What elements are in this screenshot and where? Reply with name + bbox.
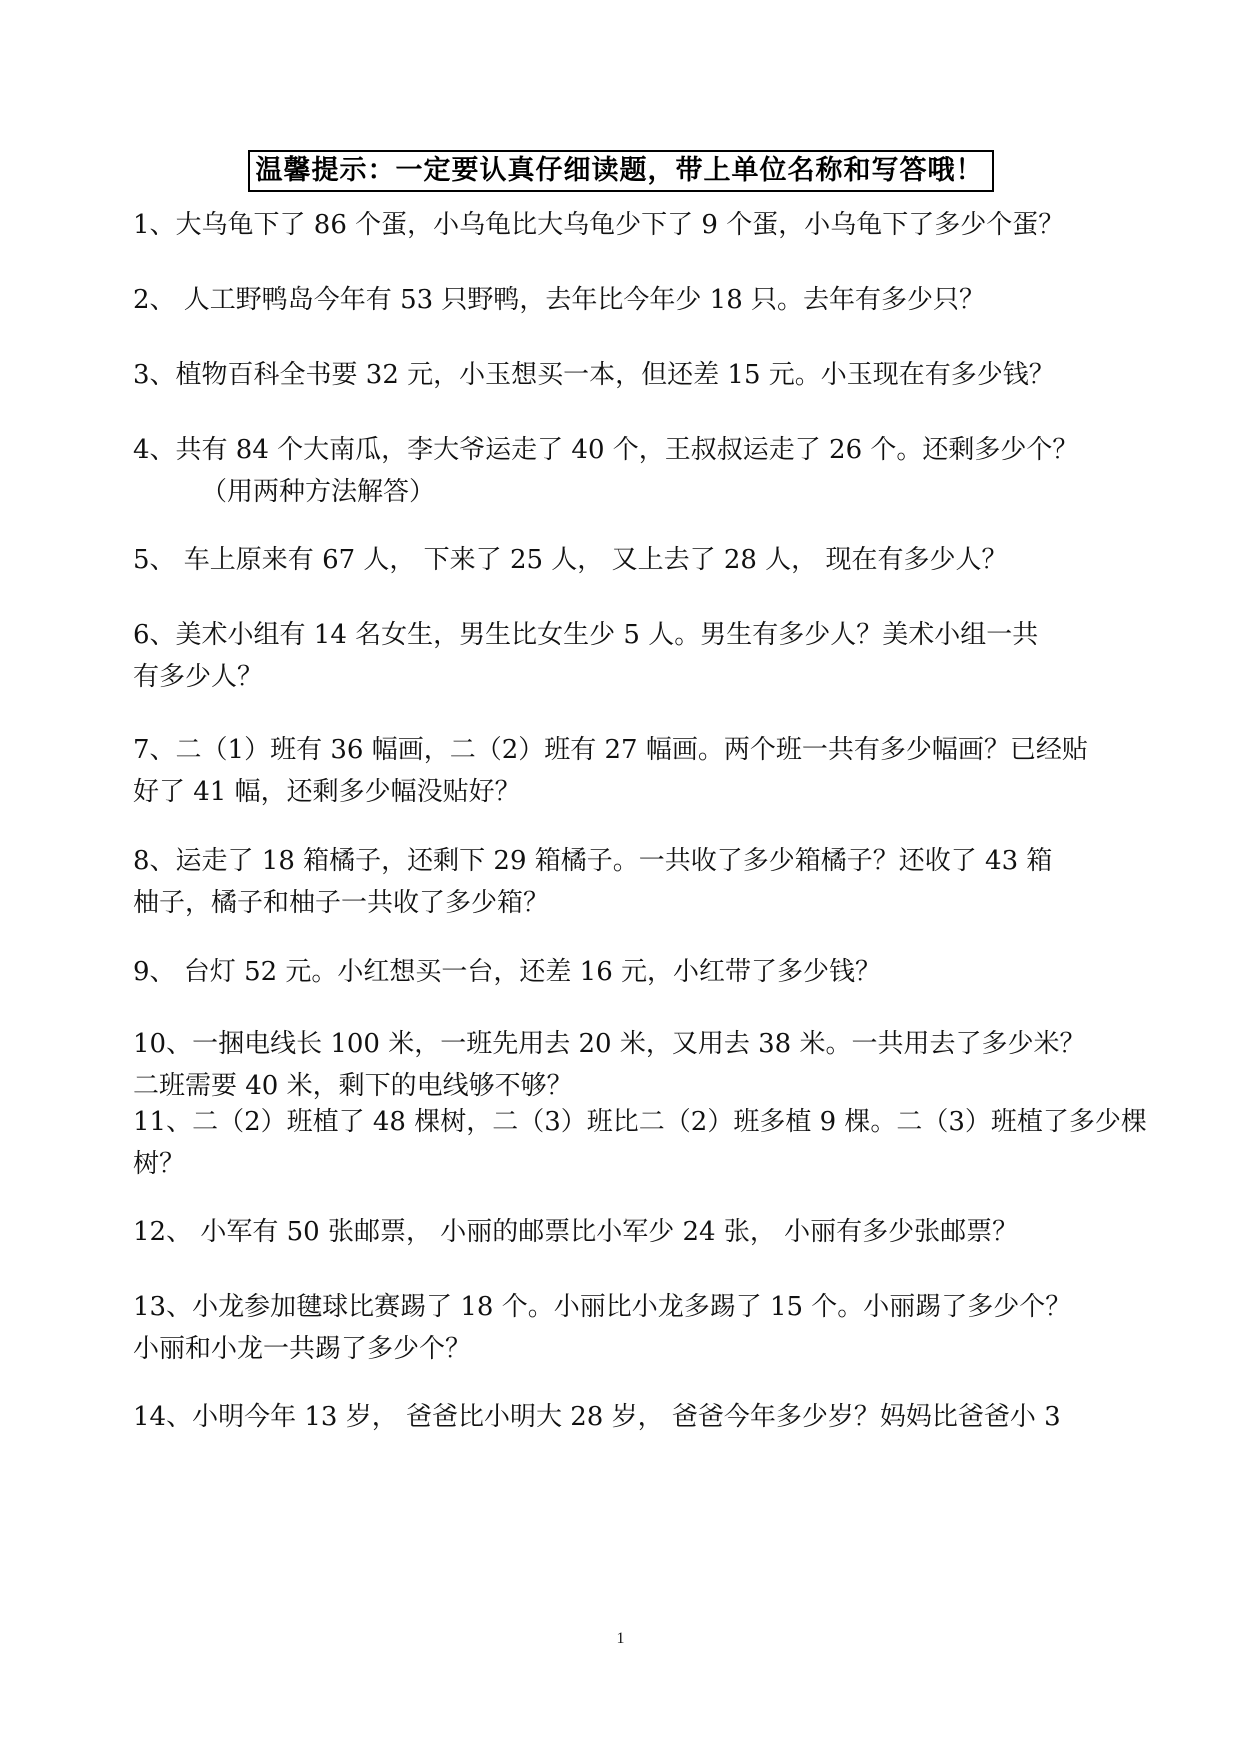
question-12 (133, 1211, 1143, 1253)
question-1 (133, 204, 1143, 246)
question-line: 小丽和小龙一共踢了多少个？ (133, 1334, 472, 1364)
question-line: 10、一捆电线长 100 米，一班先用去 20 米，又用去 38 米。一共用去了多少米？ (133, 1029, 1086, 1059)
question-line: 8、运走了 18 箱橘子，还剩下 29 箱橘子。一共收了多少箱橘子？还收了 43 箱 (133, 846, 1053, 876)
question-line: 柚子，橘子和柚子一共收了多少箱？ (133, 888, 550, 918)
question-14 (133, 1396, 1143, 1438)
question-2 (133, 279, 1143, 321)
question-line: 5、 车上原来有 67 人， 下来了 25 人， 又上去了 28 人， 现在有多少人？ (133, 545, 1008, 575)
question-line: 有多少人？ (133, 662, 264, 692)
question-13 (133, 1286, 1143, 1370)
question-6 (133, 614, 1143, 698)
question-3 (133, 354, 1143, 396)
question-note: （用两种方法解答） (201, 477, 436, 507)
question-line: 13、小龙参加毽球比赛踢了 18 个。小丽比小龙多踢了 15 个。小丽踢了多少个？ (133, 1292, 1072, 1322)
notice-box: 温馨提示：一定要认真仔细读题，带上单位名称和写答哦！ (248, 150, 994, 192)
question-11 (133, 1101, 1147, 1185)
question-line: 7、二（1）班有 36 幅画，二（2）班有 27 幅画。两个班一共有多少幅画？已经贴 (133, 735, 1088, 765)
question-line: 二班需要 40 米，剩下的电线够不够？ (133, 1071, 573, 1101)
question-line: 14、小明今年 13 岁， 爸爸比小明大 28 岁， 爸爸今年多少岁？妈妈比爸爸小 3 (133, 1402, 1061, 1432)
question-5 (133, 539, 1143, 581)
question-line: 11、二（2）班植了 48 棵树，二（3）班比二（2）班多植 9 棵。二（3）班植了多少棵 (133, 1107, 1147, 1137)
question-10 (133, 1023, 1143, 1107)
notice-container (0, 150, 1241, 192)
question-line: 3、植物百科全书要 32 元，小玉想买一本，但还差 15 元。小玉现在有多少钱？ (133, 360, 1055, 390)
question-line: 4、共有 84 个大南瓜，李大爷运走了 40 个，王叔叔运走了 26 个。还剩多少个？ (133, 435, 1079, 465)
page-number: 1 (616, 1630, 625, 1647)
question-line: 1、大乌龟下了 86 个蛋，小乌龟比大乌龟少下了 9 个蛋，小乌龟下了多少个蛋？ (133, 210, 1065, 240)
question-line: 12、 小军有 50 张邮票， 小丽的邮票比小军少 24 张， 小丽有多少张邮票？ (133, 1217, 1019, 1247)
question-line: 好了 41 幅，还剩多少幅没贴好？ (133, 777, 521, 807)
question-line: 树？ (133, 1149, 186, 1179)
question-line: 9、 台灯 52 元。小红想买一台，还差 16 元，小红带了多少钱？ (133, 957, 882, 987)
question-8 (133, 840, 1143, 924)
question-4 (133, 429, 1143, 513)
question-line: 6、美术小组有 14 名女生，男生比女生少 5 人。男生有多少人？美术小组一共 (133, 620, 1039, 650)
question-7 (133, 729, 1143, 813)
question-line: 2、 人工野鸭岛今年有 53 只野鸭，去年比今年少 18 只。去年有多少只？ (133, 285, 986, 315)
question-9 (133, 951, 1143, 993)
